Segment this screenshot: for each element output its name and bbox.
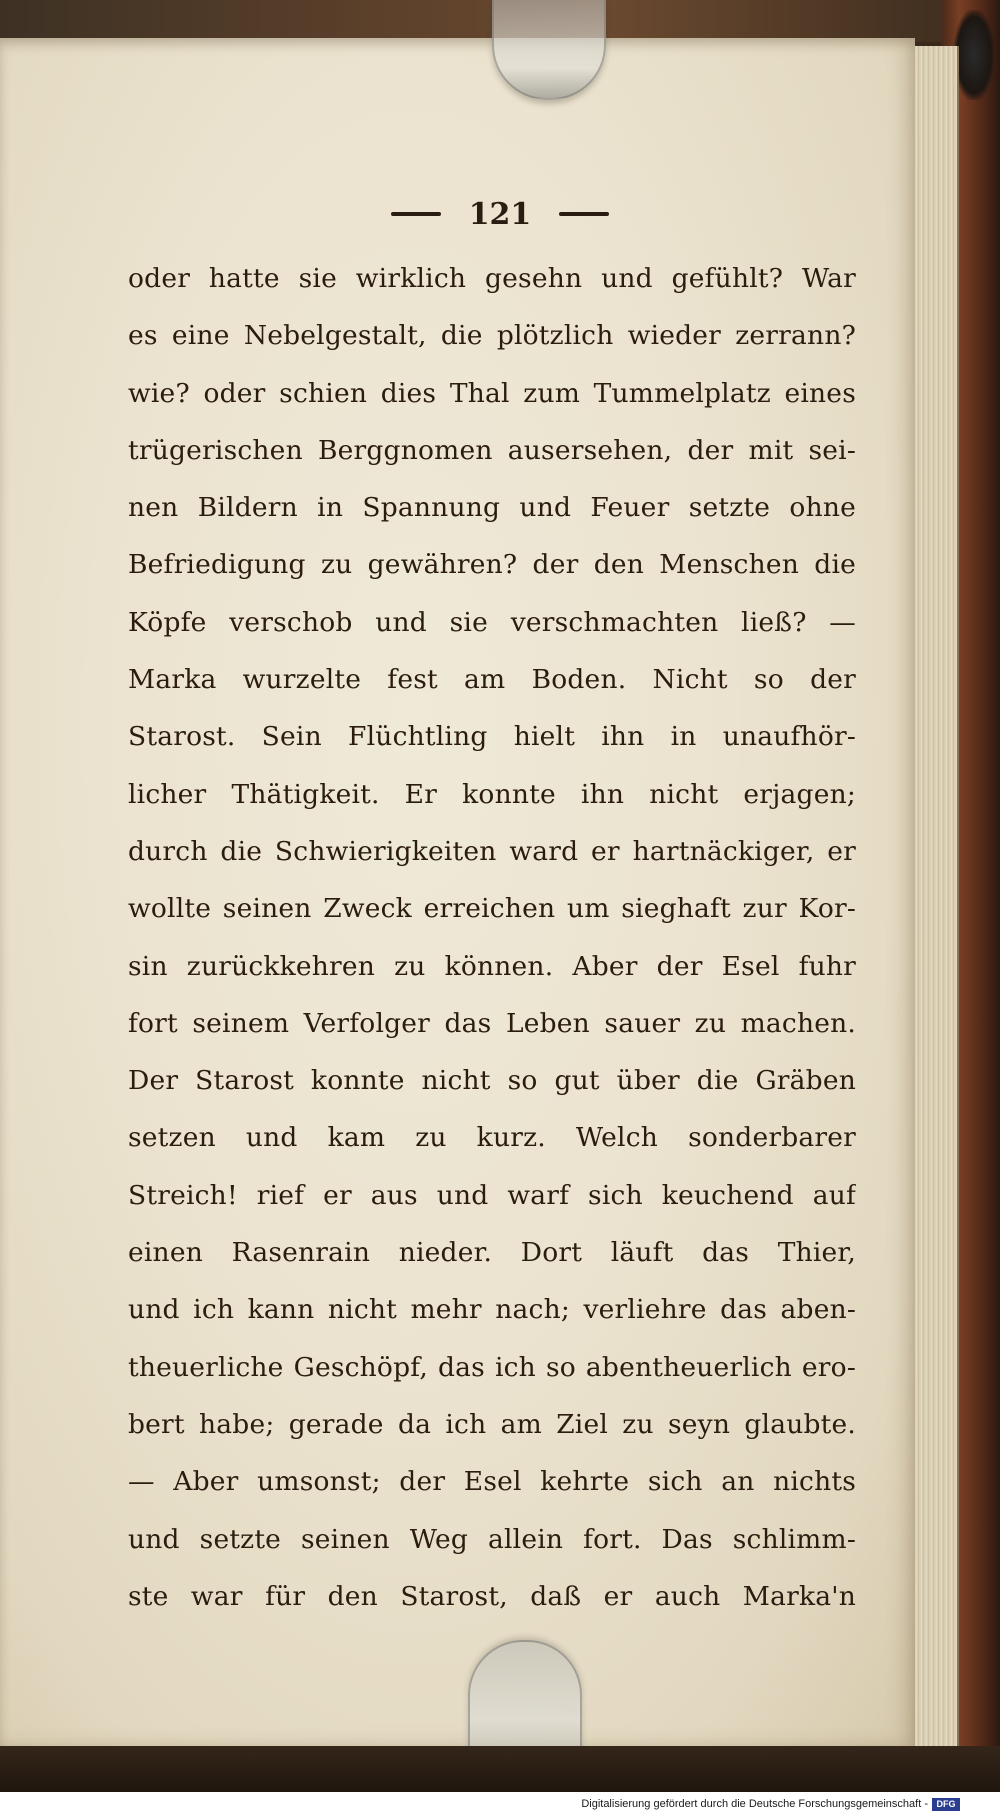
binding-wear-mark bbox=[954, 10, 994, 100]
text-line: sin zurückkehren zu können. Aber der Esel fuhr bbox=[128, 950, 856, 982]
head-dash-left bbox=[391, 212, 441, 216]
text-line: trügerischen Berggnomen ausersehen, der mit sei- bbox=[128, 434, 856, 466]
page-text bbox=[128, 250, 856, 1625]
text-line: — Aber umsonst; der Esel kehrte sich an nichts bbox=[128, 1466, 856, 1498]
text-line: und ich kann nicht mehr nach; verliehre das aben- bbox=[128, 1294, 856, 1326]
text-line: licher Thätigkeit. Er konnte ihn nicht erjagen; bbox=[128, 778, 856, 810]
running-head bbox=[365, 196, 635, 232]
scanner-bottom-edge bbox=[0, 1746, 1000, 1792]
text-line: wollte seinen Zweck erreichen um sieghaft zur Kor- bbox=[128, 893, 856, 925]
text-line: nen Bildern in Spannung und Feuer setzte ohne bbox=[128, 492, 856, 524]
text-line: Streich! rief er aus und warf sich keuchend auf bbox=[128, 1179, 856, 1211]
text-line: ste war für den Starost, daß er auch Marka'n bbox=[128, 1580, 856, 1612]
text-line: es eine Nebelgestalt, die plötzlich wieder zerrann? bbox=[128, 320, 856, 352]
text-line: Köpfe verschob und sie verschmachten ließ? — bbox=[128, 606, 856, 638]
head-dash-right bbox=[559, 212, 609, 216]
text-line: Der Starost konnte nicht so gut über die Gräben bbox=[128, 1065, 856, 1097]
page-number: 121 bbox=[468, 196, 532, 232]
text-line: durch die Schwierigkeiten ward er hartnäckiger, er bbox=[128, 835, 856, 867]
text-line: oder hatte sie wirklich gesehn und gefühlt? War bbox=[128, 263, 856, 294]
text-line: einen Rasenrain nieder. Dort läuft das Thier, bbox=[128, 1237, 856, 1269]
text-line: setzen und kam zu kurz. Welch sonderbarer bbox=[128, 1122, 856, 1154]
credit-text: Digitalisierung gefördert durch die Deutsche Forschungsgemeinschaft - bbox=[581, 1798, 928, 1810]
text-line: fort seinem Verfolger das Leben sauer zu machen. bbox=[128, 1007, 856, 1039]
digitization-credit bbox=[581, 1796, 960, 1812]
dfg-logo: DFG bbox=[932, 1798, 960, 1811]
text-line: wie? oder schien dies Thal zum Tummelplatz eines bbox=[128, 377, 856, 409]
text-line: Befriedigung zu gewähren? der den Menschen die bbox=[128, 549, 856, 581]
text-line: und setzte seinen Weg allein fort. Das schlimm- bbox=[128, 1523, 856, 1555]
text-line: theuerliche Geschöpf, das ich so abentheuerlich ero- bbox=[128, 1351, 856, 1383]
text-line: Marka wurzelte fest am Boden. Nicht so der bbox=[128, 664, 856, 696]
text-line: Starost. Sein Flüchtling hielt ihn in unaufhör- bbox=[128, 721, 856, 753]
text-line: bert habe; gerade da ich am Ziel zu seyn glaubte. bbox=[128, 1408, 856, 1440]
